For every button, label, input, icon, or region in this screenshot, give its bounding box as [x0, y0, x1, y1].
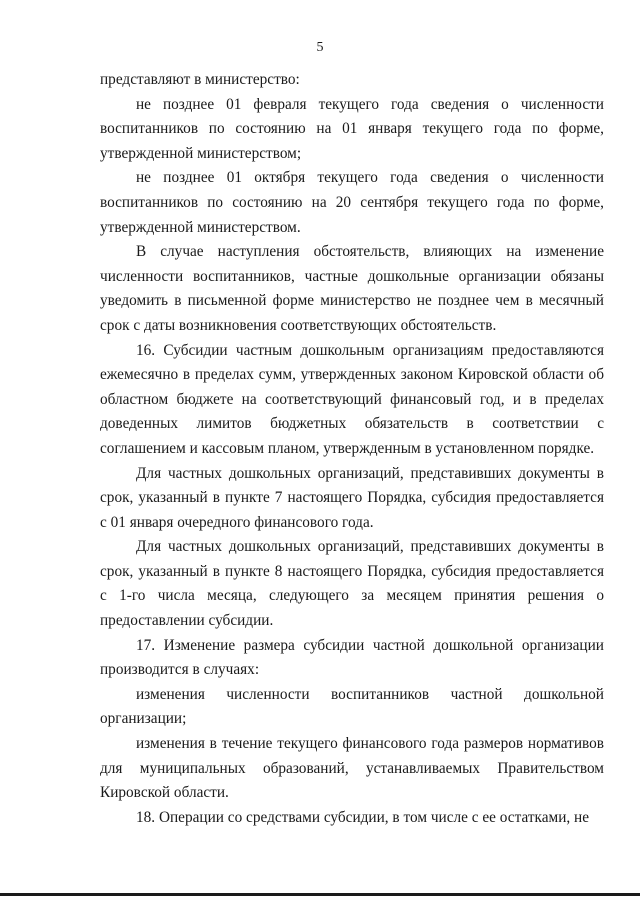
paragraph: 17. Изменение размера субсидии частной дошкольной организации производится в случаях:	[100, 636, 604, 679]
paragraph: изменения численности воспитанников частной дошкольной организации;	[100, 685, 604, 728]
paragraph: представляют в министерство:	[100, 71, 300, 88]
paragraph: изменения в течение текущего финансового года размеров нормативов для муниципальных образований, устанавливаемых Правительством Кировской области.	[100, 735, 604, 802]
paragraph: не позднее 01 октября текущего года сведения о численности воспитанников по состоянию на 20 сентября текущего года по форме, утвержденной министерством.	[100, 169, 604, 236]
paragraph: Для частных дошкольных организаций, представивших документы в срок, указанный в пункте 7 настоящего Порядка, субсидия предоставляется с 01 января очередного финансового года.	[100, 464, 604, 531]
paragraph: 16. Субсидии частным дошкольным организациям предоставляются ежемесячно в пределах сумм, утвержденных законом Кировской области об областном бюджете на соответствующий финансовый год, и в пределах доведенных лимитов бюджетных обязательств в соответствии с соглашением и кассовым планом, утвержденным в установленном порядке.	[100, 341, 604, 457]
document-body	[100, 68, 604, 830]
paragraph: не позднее 01 февраля текущего года сведения о численности воспитанников по состоянию на 01 января текущего года по форме, утвержденной министерством;	[100, 95, 604, 162]
bottom-divider	[0, 893, 640, 896]
page-number: 5	[316, 40, 324, 55]
paragraph: Для частных дошкольных организаций, представивших документы в срок, указанный в пункте 8 настоящего Порядка, субсидия предоставляется с 1-го числа месяца, следующего за месяцем принятия решения о предоставлении субсидии.	[100, 538, 604, 630]
paragraph: 18. Операции со средствами субсидии, в том числе с ее остатками, не	[136, 808, 590, 826]
paragraph: В случае наступления обстоятельств, влияющих на изменение численности воспитанников, частные дошкольные организации обязаны уведомить в письменной форме министерство не позднее чем в месячный срок с даты возникновения соответствующих обстоятельств.	[100, 243, 604, 334]
